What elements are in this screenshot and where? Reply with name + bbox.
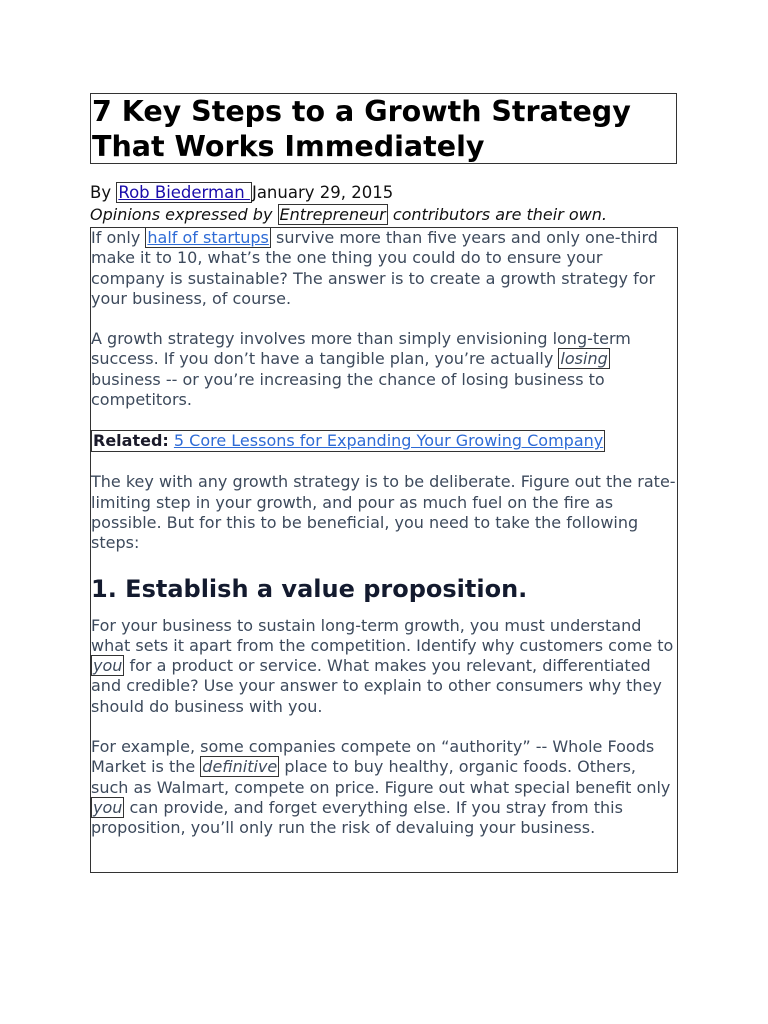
paragraph-2 <box>91 329 677 410</box>
author-link[interactable]: Rob Biederman <box>118 183 250 202</box>
paragraph-4 <box>91 616 677 717</box>
p5-pre: For example, some companies compete on “authority” -- Whole Foods Market is the <box>91 737 655 777</box>
article-title-line2: That Works Immediately <box>92 130 485 163</box>
related-label: Related: <box>93 431 169 451</box>
emphasis-losing: losing <box>560 349 608 369</box>
opinions-post: contributors are their own. <box>387 205 607 224</box>
related-box <box>91 430 605 452</box>
paragraph-1 <box>91 228 677 309</box>
by-label: By <box>90 183 117 202</box>
p1-post: survive more than five years and only one-third make it to 10, what’s the one thing you could do to ensure your company is sustainable? The answer is to create a growth strategy for your business, of course. <box>91 228 658 308</box>
article-body <box>90 227 678 873</box>
byline <box>90 183 393 203</box>
emphasis-you-2: you <box>93 797 123 817</box>
emphasis-you: you <box>93 656 123 676</box>
brand-name: Entrepreneur <box>279 205 386 224</box>
related-article-link[interactable]: 5 Core Lessons for Expanding Your Growing Company <box>173 431 604 451</box>
p2-pre: A growth strategy involves more than simply envisioning long-term success. If you don’t have a tangible plan, you’re actually <box>91 329 631 369</box>
opinions-pre: Opinions expressed by <box>90 205 278 224</box>
p1-pre: If only <box>91 228 146 247</box>
half-of-startups-link[interactable]: half of startups <box>147 228 269 247</box>
p4-post: for a product or service. What makes you relevant, differentiated and credible? Use your answer to explain to other consumers why they should do business with you. <box>91 656 662 716</box>
paragraph-5 <box>91 737 677 838</box>
article-title <box>92 94 676 164</box>
article-title-box <box>90 93 677 164</box>
section-heading-1: 1. Establish a value proposition. <box>91 574 528 603</box>
emphasis-definitive: definitive <box>202 757 278 777</box>
related-paragraph <box>91 430 677 452</box>
p4-pre: For your business to sustain long-term growth, you must understand what sets it apart from the competition. Identify why customers come to <box>91 615 674 655</box>
opinions-disclaimer <box>90 205 607 225</box>
paragraph-3: The key with any growth strategy is to be deliberate. Figure out the rate-limiting step in your growth, and pour as much fuel on the fire as possible. But for this to be beneficial, you need to take the following steps: <box>91 472 676 553</box>
publish-date: January 29, 2015 <box>251 183 394 202</box>
article-title-line1: 7 Key Steps to a Growth Strategy <box>92 95 631 128</box>
p5-mid: place to buy healthy, organic foods. Others, such as Walmart, compete on price. Figure out what special benefit only <box>91 757 671 797</box>
p5-post: can provide, and forget everything else. If you stray from this proposition, you’ll only run the risk of devaluing your business. <box>91 797 623 838</box>
p2-post: business -- or you’re increasing the chance of losing business to competitors. <box>91 369 605 410</box>
